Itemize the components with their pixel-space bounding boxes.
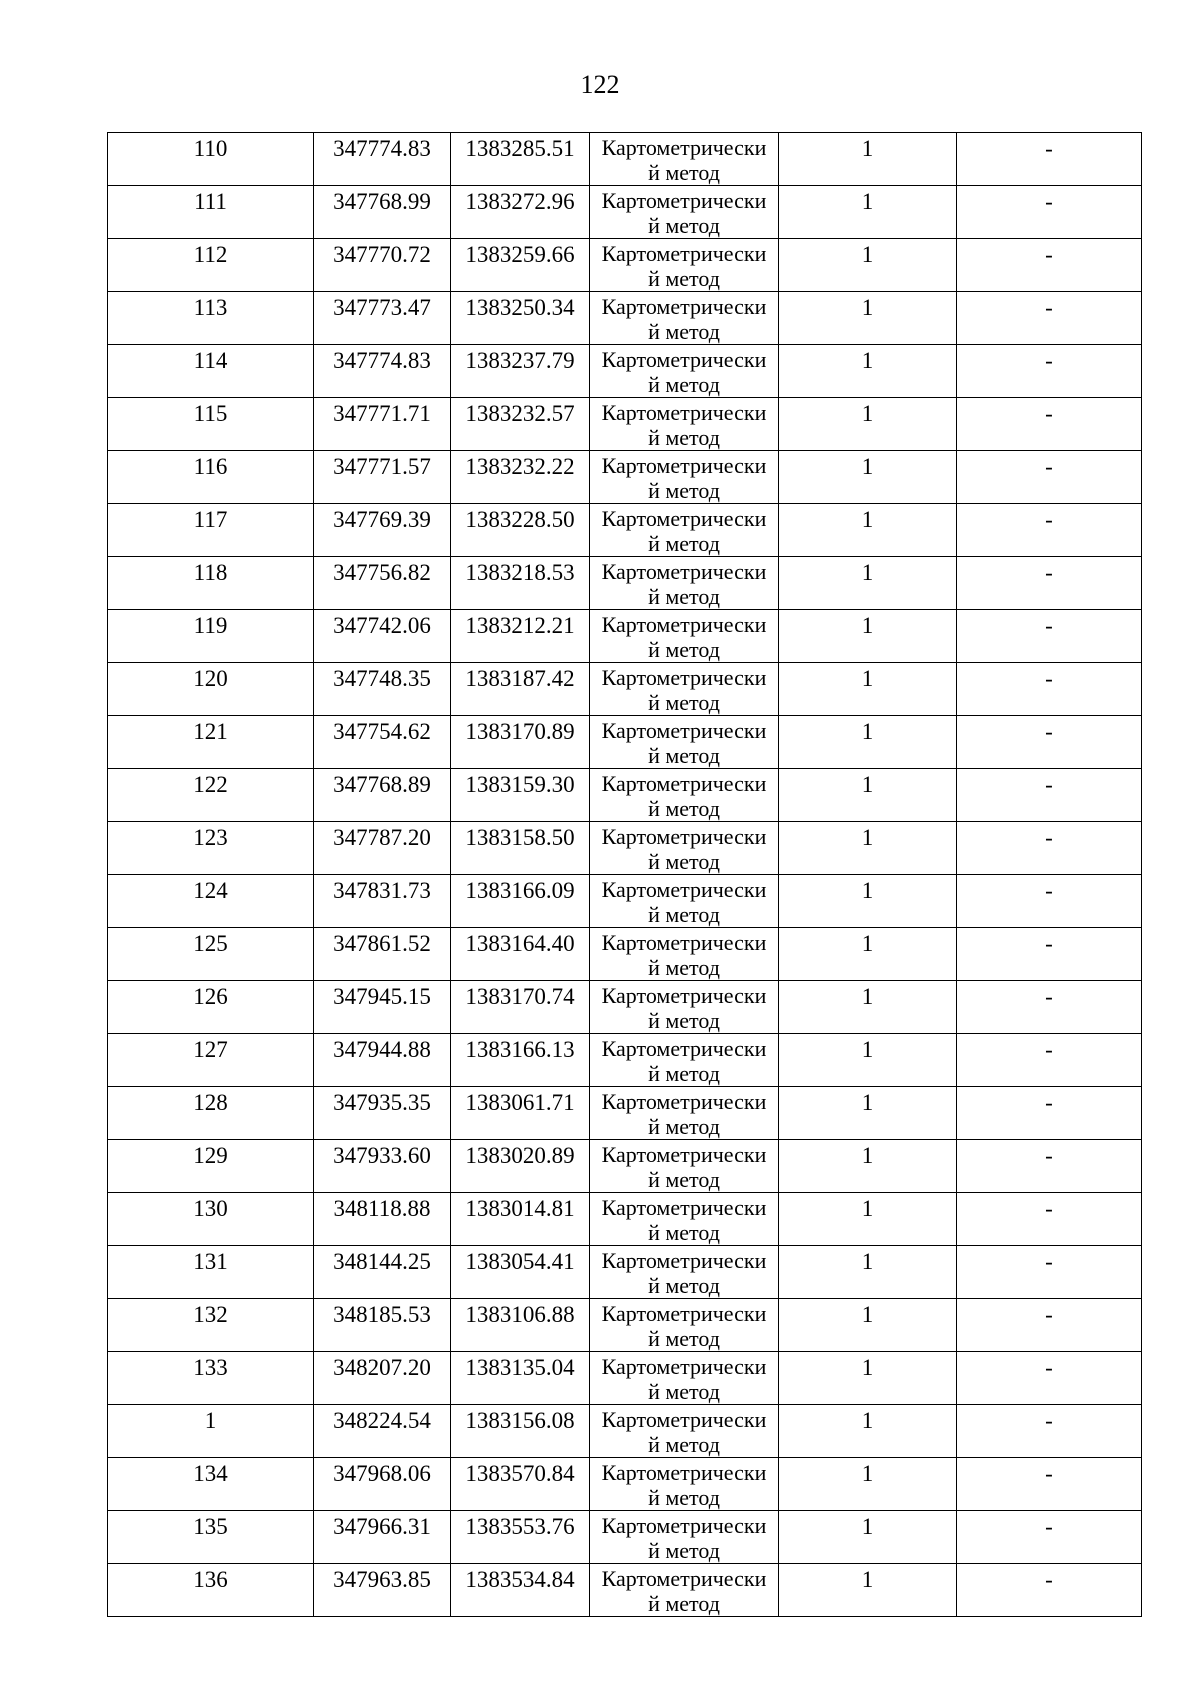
point-number-cell: 110 — [108, 133, 314, 186]
method-line: Картометрически — [601, 506, 767, 531]
table-row — [108, 875, 1142, 928]
method-line: й метод — [648, 955, 720, 980]
description-cell: - — [957, 1246, 1142, 1299]
table-row — [108, 822, 1142, 875]
x-coordinate-cell: 348185.53 — [314, 1299, 451, 1352]
method-cell — [590, 928, 779, 981]
method-line: й метод — [648, 1432, 720, 1457]
method-cell — [590, 610, 779, 663]
point-number-cell: 125 — [108, 928, 314, 981]
table-row — [108, 1034, 1142, 1087]
method-line: й метод — [648, 584, 720, 609]
method-cell — [590, 504, 779, 557]
method-line: й метод — [648, 425, 720, 450]
point-number-cell: 121 — [108, 716, 314, 769]
y-coordinate-cell: 1383156.08 — [451, 1405, 590, 1458]
method-line: й метод — [648, 213, 720, 238]
description-cell: - — [957, 875, 1142, 928]
table-row — [108, 133, 1142, 186]
description-cell: - — [957, 1193, 1142, 1246]
x-coordinate-cell: 347968.06 — [314, 1458, 451, 1511]
table-row — [108, 1511, 1142, 1564]
accuracy-cell: 1 — [779, 1034, 957, 1087]
accuracy-cell: 1 — [779, 1140, 957, 1193]
y-coordinate-cell: 1383170.74 — [451, 981, 590, 1034]
accuracy-cell: 1 — [779, 875, 957, 928]
description-cell: - — [957, 1299, 1142, 1352]
method-cell — [590, 1034, 779, 1087]
y-coordinate-cell: 1383228.50 — [451, 504, 590, 557]
method-cell — [590, 1246, 779, 1299]
y-coordinate-cell: 1383285.51 — [451, 133, 590, 186]
point-number-cell: 123 — [108, 822, 314, 875]
accuracy-cell: 1 — [779, 1405, 957, 1458]
y-coordinate-cell: 1383054.41 — [451, 1246, 590, 1299]
method-line: Картометрически — [601, 1089, 767, 1114]
method-line: й метод — [648, 531, 720, 556]
description-cell: - — [957, 1511, 1142, 1564]
method-cell — [590, 239, 779, 292]
y-coordinate-cell: 1383014.81 — [451, 1193, 590, 1246]
accuracy-cell: 1 — [779, 822, 957, 875]
accuracy-cell: 1 — [779, 292, 957, 345]
method-line: Картометрически — [601, 559, 767, 584]
y-coordinate-cell: 1383158.50 — [451, 822, 590, 875]
x-coordinate-cell: 348207.20 — [314, 1352, 451, 1405]
method-line: й метод — [648, 1591, 720, 1616]
accuracy-cell: 1 — [779, 1087, 957, 1140]
y-coordinate-cell: 1383237.79 — [451, 345, 590, 398]
point-number-cell: 119 — [108, 610, 314, 663]
method-line: й метод — [648, 849, 720, 874]
accuracy-cell: 1 — [779, 1193, 957, 1246]
table-row — [108, 1246, 1142, 1299]
table-row — [108, 345, 1142, 398]
x-coordinate-cell: 348224.54 — [314, 1405, 451, 1458]
table-row — [108, 1405, 1142, 1458]
method-line: Картометрически — [601, 1566, 767, 1591]
method-line: Картометрически — [601, 241, 767, 266]
table-row — [108, 1299, 1142, 1352]
method-cell — [590, 981, 779, 1034]
method-line: й метод — [648, 1326, 720, 1351]
point-number-cell: 131 — [108, 1246, 314, 1299]
accuracy-cell: 1 — [779, 716, 957, 769]
table-row — [108, 451, 1142, 504]
y-coordinate-cell: 1383250.34 — [451, 292, 590, 345]
accuracy-cell: 1 — [779, 345, 957, 398]
method-line: Картометрически — [601, 1301, 767, 1326]
accuracy-cell: 1 — [779, 1246, 957, 1299]
method-line: Картометрически — [601, 400, 767, 425]
method-cell — [590, 1087, 779, 1140]
y-coordinate-cell: 1383187.42 — [451, 663, 590, 716]
point-number-cell: 130 — [108, 1193, 314, 1246]
method-line: й метод — [648, 1167, 720, 1192]
table-row — [108, 557, 1142, 610]
description-cell: - — [957, 663, 1142, 716]
method-cell — [590, 1511, 779, 1564]
method-cell — [590, 1299, 779, 1352]
point-number-cell: 120 — [108, 663, 314, 716]
description-cell: - — [957, 610, 1142, 663]
method-line: Картометрически — [601, 718, 767, 743]
method-cell — [590, 398, 779, 451]
description-cell: - — [957, 1087, 1142, 1140]
method-line: й метод — [648, 1220, 720, 1245]
table-row — [108, 716, 1142, 769]
y-coordinate-cell: 1383553.76 — [451, 1511, 590, 1564]
method-cell — [590, 557, 779, 610]
method-line: Картометрически — [601, 1036, 767, 1061]
method-line: й метод — [648, 478, 720, 503]
description-cell: - — [957, 822, 1142, 875]
y-coordinate-cell: 1383570.84 — [451, 1458, 590, 1511]
description-cell: - — [957, 981, 1142, 1034]
point-number-cell: 128 — [108, 1087, 314, 1140]
description-cell: - — [957, 928, 1142, 981]
description-cell: - — [957, 186, 1142, 239]
method-line: й метод — [648, 1379, 720, 1404]
description-cell: - — [957, 292, 1142, 345]
method-line: Картометрически — [601, 877, 767, 902]
description-cell: - — [957, 769, 1142, 822]
x-coordinate-cell: 347769.39 — [314, 504, 451, 557]
x-coordinate-cell: 347742.06 — [314, 610, 451, 663]
y-coordinate-cell: 1383232.57 — [451, 398, 590, 451]
y-coordinate-cell: 1383272.96 — [451, 186, 590, 239]
method-line: Картометрически — [601, 983, 767, 1008]
accuracy-cell: 1 — [779, 610, 957, 663]
method-line: й метод — [648, 319, 720, 344]
accuracy-cell: 1 — [779, 928, 957, 981]
method-line: й метод — [648, 637, 720, 662]
method-line: й метод — [648, 1485, 720, 1510]
table-row — [108, 928, 1142, 981]
y-coordinate-cell: 1383170.89 — [451, 716, 590, 769]
method-cell — [590, 1193, 779, 1246]
point-number-cell: 115 — [108, 398, 314, 451]
x-coordinate-cell: 347774.83 — [314, 133, 451, 186]
x-coordinate-cell: 347831.73 — [314, 875, 451, 928]
description-cell: - — [957, 398, 1142, 451]
x-coordinate-cell: 347771.57 — [314, 451, 451, 504]
x-coordinate-cell: 347787.20 — [314, 822, 451, 875]
y-coordinate-cell: 1383159.30 — [451, 769, 590, 822]
method-line: Картометрически — [601, 930, 767, 955]
description-cell: - — [957, 239, 1142, 292]
table-row — [108, 1087, 1142, 1140]
description-cell: - — [957, 1458, 1142, 1511]
y-coordinate-cell: 1383020.89 — [451, 1140, 590, 1193]
method-line: Картометрически — [601, 612, 767, 637]
method-line: Картометрически — [601, 1248, 767, 1273]
x-coordinate-cell: 347748.35 — [314, 663, 451, 716]
method-cell — [590, 1458, 779, 1511]
method-line: Картометрически — [601, 1354, 767, 1379]
method-cell — [590, 451, 779, 504]
accuracy-cell: 1 — [779, 1299, 957, 1352]
method-cell — [590, 1564, 779, 1617]
point-number-cell: 136 — [108, 1564, 314, 1617]
method-line: й метод — [648, 1008, 720, 1033]
method-line: Картометрически — [601, 824, 767, 849]
point-number-cell: 118 — [108, 557, 314, 610]
point-number-cell: 124 — [108, 875, 314, 928]
method-cell — [590, 292, 779, 345]
point-number-cell: 126 — [108, 981, 314, 1034]
y-coordinate-cell: 1383164.40 — [451, 928, 590, 981]
table-row — [108, 610, 1142, 663]
description-cell: - — [957, 557, 1142, 610]
y-coordinate-cell: 1383166.09 — [451, 875, 590, 928]
point-number-cell: 132 — [108, 1299, 314, 1352]
method-line: й метод — [648, 160, 720, 185]
x-coordinate-cell: 347771.71 — [314, 398, 451, 451]
method-line: Картометрически — [601, 1460, 767, 1485]
accuracy-cell: 1 — [779, 1511, 957, 1564]
x-coordinate-cell: 347756.82 — [314, 557, 451, 610]
method-cell — [590, 186, 779, 239]
point-number-cell: 116 — [108, 451, 314, 504]
point-number-cell: 114 — [108, 345, 314, 398]
description-cell: - — [957, 1352, 1142, 1405]
description-cell: - — [957, 1140, 1142, 1193]
x-coordinate-cell: 347945.15 — [314, 981, 451, 1034]
method-cell — [590, 875, 779, 928]
method-cell — [590, 1405, 779, 1458]
x-coordinate-cell: 347768.99 — [314, 186, 451, 239]
table-row — [108, 1140, 1142, 1193]
method-cell — [590, 822, 779, 875]
table-row — [108, 239, 1142, 292]
method-line: й метод — [648, 1273, 720, 1298]
point-number-cell: 127 — [108, 1034, 314, 1087]
method-line: Картометрически — [601, 135, 767, 160]
accuracy-cell: 1 — [779, 451, 957, 504]
x-coordinate-cell: 347966.31 — [314, 1511, 451, 1564]
x-coordinate-cell: 347770.72 — [314, 239, 451, 292]
point-number-cell: 133 — [108, 1352, 314, 1405]
point-number-cell: 122 — [108, 769, 314, 822]
table-row — [108, 1564, 1142, 1617]
y-coordinate-cell: 1383259.66 — [451, 239, 590, 292]
accuracy-cell: 1 — [779, 663, 957, 716]
x-coordinate-cell: 347754.62 — [314, 716, 451, 769]
table-row — [108, 981, 1142, 1034]
point-number-cell: 135 — [108, 1511, 314, 1564]
method-cell — [590, 133, 779, 186]
method-line: й метод — [648, 796, 720, 821]
method-line: Картометрически — [601, 188, 767, 213]
description-cell: - — [957, 133, 1142, 186]
description-cell: - — [957, 1564, 1142, 1617]
table-row — [108, 1458, 1142, 1511]
description-cell: - — [957, 345, 1142, 398]
accuracy-cell: 1 — [779, 398, 957, 451]
method-line: й метод — [648, 1538, 720, 1563]
description-cell: - — [957, 1405, 1142, 1458]
method-line: Картометрически — [601, 453, 767, 478]
method-cell — [590, 1140, 779, 1193]
method-cell — [590, 1352, 779, 1405]
method-cell — [590, 663, 779, 716]
x-coordinate-cell: 347768.89 — [314, 769, 451, 822]
y-coordinate-cell: 1383232.22 — [451, 451, 590, 504]
point-number-cell: 113 — [108, 292, 314, 345]
point-number-cell: 112 — [108, 239, 314, 292]
accuracy-cell: 1 — [779, 1352, 957, 1405]
method-line: Картометрически — [601, 1513, 767, 1538]
accuracy-cell: 1 — [779, 504, 957, 557]
table-row — [108, 186, 1142, 239]
method-line: й метод — [648, 690, 720, 715]
accuracy-cell: 1 — [779, 769, 957, 822]
y-coordinate-cell: 1383166.13 — [451, 1034, 590, 1087]
point-number-cell: 129 — [108, 1140, 314, 1193]
method-line: й метод — [648, 1114, 720, 1139]
method-line: Картометрически — [601, 347, 767, 372]
method-line: Картометрически — [601, 294, 767, 319]
point-number-cell: 1 — [108, 1405, 314, 1458]
description-cell: - — [957, 504, 1142, 557]
accuracy-cell: 1 — [779, 557, 957, 610]
method-line: й метод — [648, 902, 720, 927]
table-row — [108, 1193, 1142, 1246]
y-coordinate-cell: 1383135.04 — [451, 1352, 590, 1405]
x-coordinate-cell: 347861.52 — [314, 928, 451, 981]
y-coordinate-cell: 1383106.88 — [451, 1299, 590, 1352]
x-coordinate-cell: 347774.83 — [314, 345, 451, 398]
table-row — [108, 398, 1142, 451]
point-number-cell: 111 — [108, 186, 314, 239]
x-coordinate-cell: 347933.60 — [314, 1140, 451, 1193]
x-coordinate-cell: 347963.85 — [314, 1564, 451, 1617]
coordinates-table — [107, 132, 1142, 1617]
x-coordinate-cell: 347944.88 — [314, 1034, 451, 1087]
x-coordinate-cell: 348118.88 — [314, 1193, 451, 1246]
table-row — [108, 769, 1142, 822]
description-cell: - — [957, 1034, 1142, 1087]
method-line: й метод — [648, 266, 720, 291]
x-coordinate-cell: 347935.35 — [314, 1087, 451, 1140]
table-row — [108, 1352, 1142, 1405]
method-line: Картометрически — [601, 1407, 767, 1432]
method-line: Картометрически — [601, 771, 767, 796]
coordinates-table-body — [108, 133, 1142, 1617]
x-coordinate-cell: 348144.25 — [314, 1246, 451, 1299]
point-number-cell: 117 — [108, 504, 314, 557]
page-number: 122 — [580, 70, 620, 99]
method-line: й метод — [648, 743, 720, 768]
accuracy-cell: 1 — [779, 981, 957, 1034]
accuracy-cell: 1 — [779, 186, 957, 239]
accuracy-cell: 1 — [779, 133, 957, 186]
description-cell: - — [957, 451, 1142, 504]
table-row — [108, 504, 1142, 557]
table-row — [108, 663, 1142, 716]
y-coordinate-cell: 1383534.84 — [451, 1564, 590, 1617]
method-cell — [590, 345, 779, 398]
method-line: й метод — [648, 372, 720, 397]
method-cell — [590, 769, 779, 822]
method-cell — [590, 716, 779, 769]
accuracy-cell: 1 — [779, 1564, 957, 1617]
description-cell: - — [957, 716, 1142, 769]
method-line: й метод — [648, 1061, 720, 1086]
y-coordinate-cell: 1383212.21 — [451, 610, 590, 663]
table-row — [108, 292, 1142, 345]
accuracy-cell: 1 — [779, 239, 957, 292]
accuracy-cell: 1 — [779, 1458, 957, 1511]
method-line: Картометрически — [601, 1195, 767, 1220]
point-number-cell: 134 — [108, 1458, 314, 1511]
y-coordinate-cell: 1383218.53 — [451, 557, 590, 610]
x-coordinate-cell: 347773.47 — [314, 292, 451, 345]
y-coordinate-cell: 1383061.71 — [451, 1087, 590, 1140]
method-line: Картометрически — [601, 665, 767, 690]
method-line: Картометрически — [601, 1142, 767, 1167]
